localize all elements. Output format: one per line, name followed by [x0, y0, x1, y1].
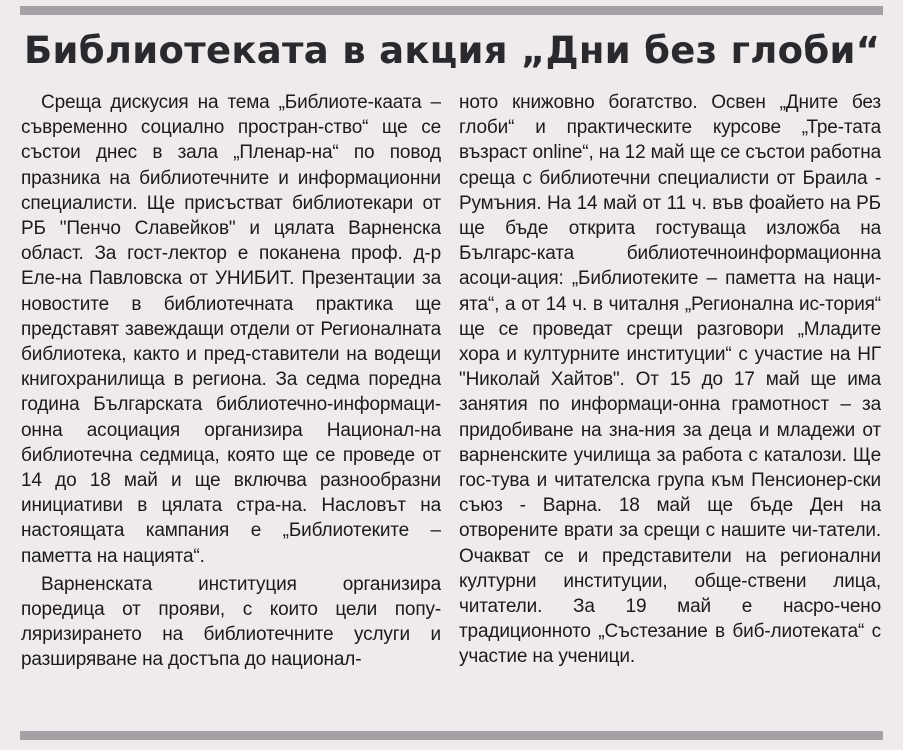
article-column-left [21, 90, 441, 722]
paragraph-discussion-meeting: Среща дискусия на тема „Библиоте-каата – съвременно социално простран-ство“ ще се състои днес в зала „Пленар-на“ по повод празника на библиотечните и информационни специалисти. Ще присъстват библиотекари от РБ "Пенчо Славейков" и цялата Варненска област. За гост-лектор е поканена проф. д-р Еле-на Павловска от УНИБИТ. Презентации за новостите в библиотечната практика ще представят завеждащи отдели от Регионалната библиотека, както и пред-ставители на водещи книгохранилища в региона. За седма поредна година Българската библиотечно-информаци-онна асоциация организира Национал-на библиотечна седмица, която ще се проведе от 14 до 18 май и ще включва разнообразни инициативи в цялата стра-на. Насловът на настоящата кампания е „Библиотеките – паметта на нацията“. [21, 92, 441, 567]
paragraph-varna-events: Варненската институция организира поредица от прояви, с които цели попу-ляризирането на библиотечните услуги и разширяване на достъпа до национал- [21, 573, 441, 671]
article-headline: Библиотеката в акция „Дни без глоби“ [24, 29, 881, 72]
top-divider-bar [20, 6, 883, 15]
article-column-right [459, 90, 881, 722]
bottom-divider-bar [20, 731, 883, 740]
paragraph-library-programme: ното книжовно богатство. Освен „Дните без глоби“ и практическите курсове „Тре-тата възраст online“, на 12 май ще се състои работна среща с библиотечни специалисти от Браила - Румъния. На 14 май от 11 ч. във фоайето на РБ ще бъде открита гостуваща изложба на Българс-ката библиотечноинформационна асоци-ация: „Библиотеките – паметта на наци-ята“, а от 14 ч. в читалня „Регионална ис-тория“ ще се проведат срещи разговори „Младите хора и културните институции“ с участие на НГ "Николай Хайтов". От 15 до 17 май ще има занятия по информаци-онна грамотност – за придобиване на зна-ния за деца и младежи от варненските училища за работа с каталози. Ще гос-тува и читателска група към Пенсионер-ски съюз - Варна. 18 май ще бъде Ден на отворените врати за срещи с нашите чи-татели. Очакват се и представители на регионални културни институции, обще-ствени лица, читатели. За 19 май е насро-чено традиционното „Състезание в биб-лиотеката“ с участие на ученици. [459, 92, 881, 668]
